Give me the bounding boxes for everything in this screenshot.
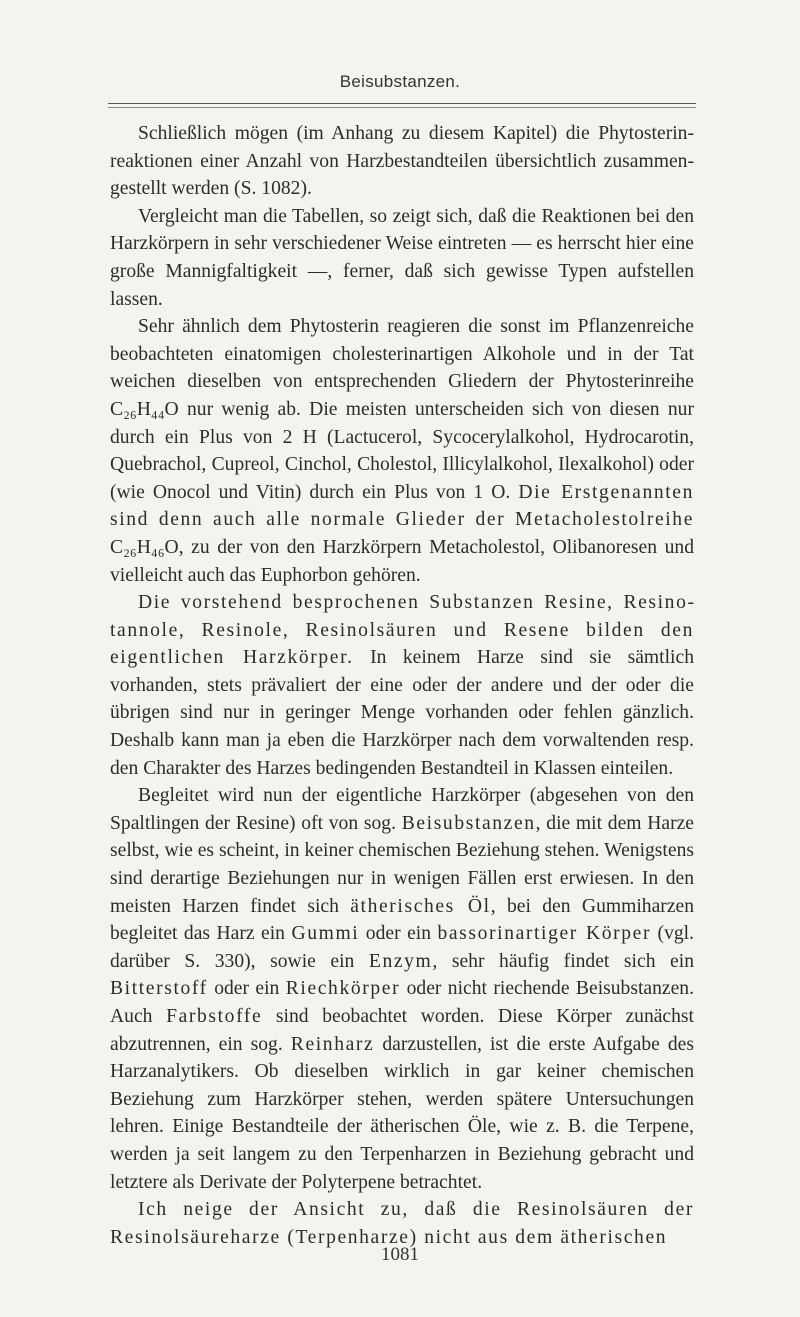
paragraph-5-text-d: oder ein <box>359 923 438 945</box>
term-aetherisches-oel: ätherisches Öl <box>350 895 491 917</box>
paragraph-2-text: Vergleicht man die Tabellen, so zeigt sich, daß die Reaktionen bei den Harzkörpern in sehr verschiedener Weise eintreten — es herrscht hier eine große Mannigfaltigkeit —, ferner, daß sich gewisse Typen aufstellen lassen. <box>110 205 694 310</box>
paragraph-3-text-c: , zu der von den Harzkörpern Metacholestol, Olibanoresen und vielleicht auch das Euphorbon gehören. <box>110 536 694 586</box>
paragraph-5-text-h: oder nicht riechende Beisubstanzen. Auch <box>110 978 695 1027</box>
paragraph-5-text-a: Begleitet wird nun der eigentliche Harzkörper (abgesehen von den Spaltlingen der Resine) oft von sog. <box>110 785 694 834</box>
paragraph-4-emphasis: Die vorstehend besprochenen Substanzen Resine, Resinotannole, Resinole, Resinolsäuren und Resene bilden den eigentlichen Harzkörper. <box>110 592 694 669</box>
term-beisubstanzen: Beisubstanzen <box>401 812 536 834</box>
paragraph-5 <box>110 782 694 1196</box>
term-bassorinartiger-koerper: bassorinartiger Körper <box>437 923 652 945</box>
paragraph-5-text-i: sind beobachtet worden. Diese Körper zunächst abzutrennen, ein sog. <box>110 1006 694 1055</box>
page-footer <box>0 1244 800 1266</box>
term-reinharz: Reinharz <box>290 1033 375 1055</box>
body-text <box>110 120 694 1251</box>
paragraph-1-text: Schließlich mögen (im Anhang zu diesem Kapitel) die Phytosterinreaktionen einer Anzahl von Harzbestandteilen übersichtlich zusammengestellt werden (S. 1082). <box>110 123 694 200</box>
paragraph-5-text-c: , bei den Gummiharzen begleitet das Harz ein <box>110 895 695 945</box>
paragraph-5-text-j: darzustellen, ist die erste Aufgabe des Harzanalytikers. Ob dieselben wirklich in gar keiner chemischen Beziehung zum Harzkörper stehen, werden spätere Untersuchungen lehren. Einige Bestandteile der ätherischen Öle, wie z. B. die Terpene, werden ja seit langem zu den Terpenharzen in Beziehung gebracht und letztere als Derivate der Polyterpene betrachtet. <box>110 1033 695 1193</box>
term-farbstoffe: Farbstoffe <box>166 1006 263 1027</box>
term-gummi: Gummi <box>291 923 360 945</box>
paragraph-3-emphasis: Die Erstgenannten sind denn auch alle normale Glieder der Metacholestolreihe <box>110 481 694 531</box>
paragraph-5-text-f: , sehr häufig findet sich ein <box>432 950 694 972</box>
paragraph-3-text-b: nur wenig ab. Die meisten unterscheiden sich von diesen nur durch ein Plus von 2 H (Lactucerol, Sycocerylalkohol, Hydrocarotin, Quebrachol, Cupreol, Cinchol, Cholestol, Illicylalkohol, Ilexalkohol) oder (wie Onocol und Vitin) durch ein Plus von 1 O. <box>110 398 694 503</box>
paragraph-5-text-b: , die mit dem Harze selbst, wie es scheint, in keiner chemischen Beziehung stehen. Wenigstens sind derartige Beziehungen nur in wenigen Fällen erst erwiesen. In den meisten Harzen findet sich <box>110 812 694 917</box>
paragraph-5-text-e: (vgl. darüber S. 330), sowie ein <box>110 923 695 972</box>
paragraph-4-text: In keinem Harze sind sie sämtlich vorhanden, stets prävaliert der eine oder der andere und der oder die übrigen sind nur in geringer Menge vorhanden oder fehlen gänzlich. Deshalb kann man ja eben die Harzkörper nach dem vorwaltenden resp. den Charakter des Harzes bedingenden Bestandteil in Klassen einteilen. <box>110 647 694 779</box>
header-rule-thin <box>108 107 696 108</box>
paragraph-2 <box>110 203 694 313</box>
term-bitterstoff: Bitterstoff <box>110 978 208 1000</box>
term-enzym: Enzym <box>368 950 433 972</box>
paragraph-1 <box>110 120 694 203</box>
paragraph-4 <box>110 589 694 782</box>
running-head: Beisubstanzen. <box>339 72 461 91</box>
page-number: 1081 <box>381 1244 419 1265</box>
paragraph-3 <box>110 313 694 589</box>
formula-c26h44o: C₂₆H₄₄O <box>110 398 179 420</box>
paragraph-6-emphasis: Ich neige der Ansicht zu, daß die Resinolsäuren der Resinolsäureharze (Terpenharze) nicht aus dem ätherischen <box>110 1199 694 1248</box>
term-riechkoerper: Riechkörper <box>285 978 401 1000</box>
paragraph-3-text-a: Sehr ähnlich dem Phytosterin reagieren die sonst im Pflanzenreiche beobachteten einatomigen cholesterinartigen Alkohole und in der Tat weichen dieselben von entsprechenden Gliedern der Phytosterinreihe <box>110 316 694 393</box>
header-rule <box>108 103 696 104</box>
paragraph-5-text-g: oder ein <box>207 978 286 1000</box>
page-header <box>0 72 800 92</box>
formula-c26h46o: C₂₆H₄₆O <box>110 536 179 558</box>
